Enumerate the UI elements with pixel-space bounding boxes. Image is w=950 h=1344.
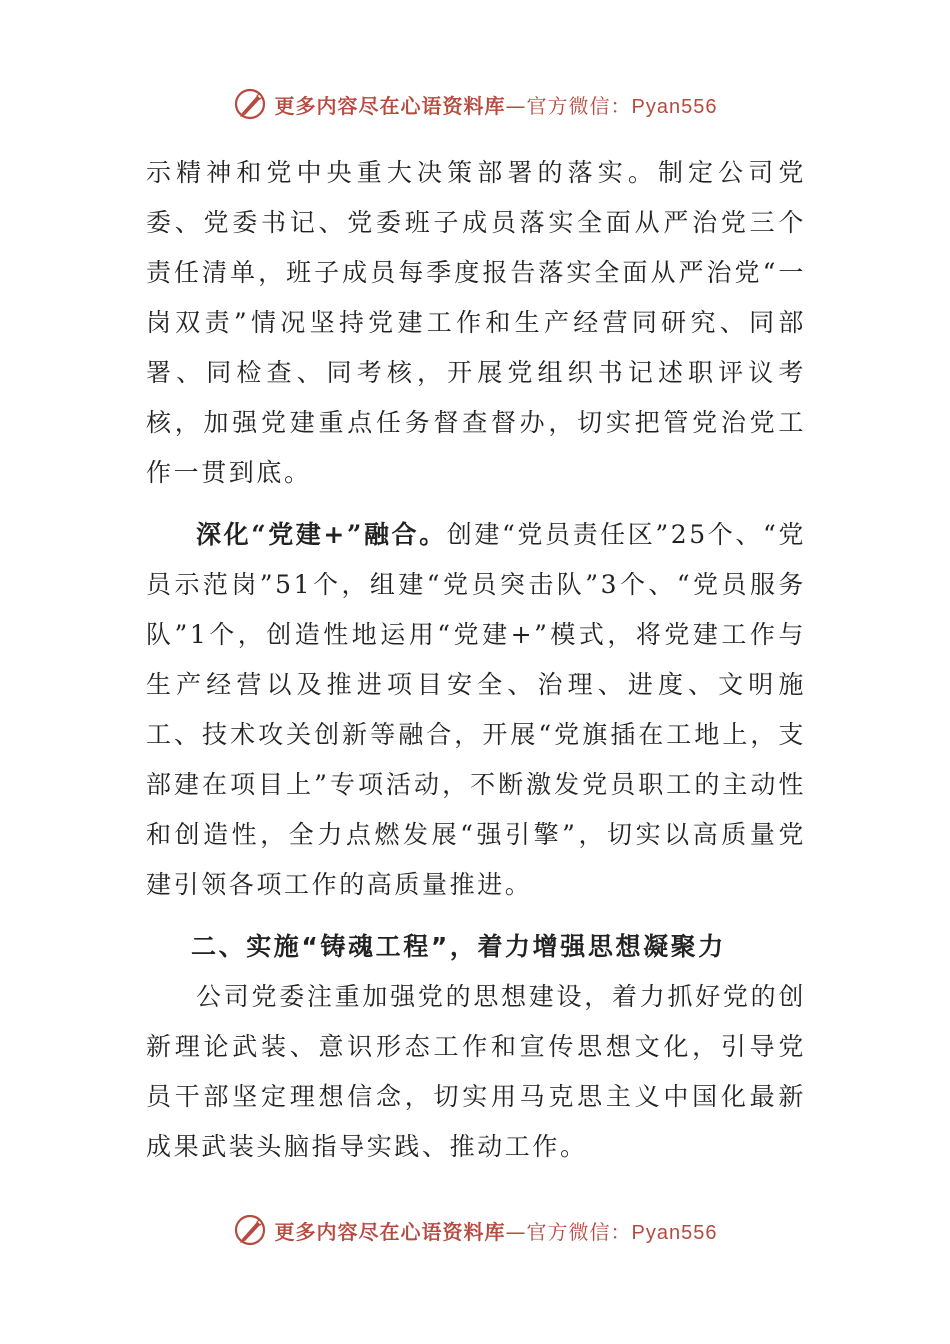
footer-wechat-id: Pyan556: [631, 1221, 718, 1244]
header-wechat-label: 官方微信：: [526, 93, 632, 118]
footer-dash: —: [505, 1219, 527, 1244]
header-dash: —: [505, 93, 527, 118]
pen-logo-icon: [233, 1213, 267, 1247]
paragraph-3: [146, 972, 806, 1172]
paragraph-1: [146, 148, 806, 498]
header-banner-text: [275, 90, 718, 119]
footer-wechat-label: 官方微信：: [526, 1219, 632, 1244]
paragraph-2-lead: 深化“党建+”融合。: [196, 520, 447, 549]
paragraph-2: [146, 510, 806, 910]
footer-banner-text: [275, 1216, 718, 1245]
paragraph-1-text: 示精神和党中央重大决策部署的落实。制定公司党委、党委书记、党委班子成员落实全面从严治党三个责任清单，班子成员每季度报告落实全面从严治党“一岗双责”情况坚持党建工作和生产经营同研究、同部署、同检查、同考核，开展党组织书记述职评议考核，加强党建重点任务督查督办，切实把管党治党工作一贯到底。: [146, 158, 806, 487]
footer-site-text: 更多内容尽在心语资料库: [274, 1219, 506, 1244]
section-heading: 二、实施“铸魂工程”，着力增强思想凝聚力: [191, 932, 726, 961]
paragraph-3-text: 公司党委注重加强党的思想建设，着力抓好党的创新理论武装、意识形态工作和宣传思想文化，引导党员干部坚定理想信念，切实用马克思主义中国化最新成果武装头脑指导实践、推动工作。: [146, 982, 806, 1161]
footer-banner: [0, 1210, 950, 1250]
paragraph-2-text: 创建“党员责任区”25个、“党员示范岗”51个，组建“党员突击队”3个、“党员服务队”1个，创造性地运用“党建+”模式，将党建工作与生产经营以及推进项目安全、治理、进度、文明施工、技术攻关创新等融合，开展“党旗插在工地上，支部建在项目上”专项活动，不断激发党员职工的主动性和创造性，全力点燃发展“强引擎”，切实以高质量党建引领各项工作的高质量推进。: [146, 520, 806, 899]
pen-logo-icon: [233, 87, 267, 121]
header-wechat-id: Pyan556: [631, 95, 718, 118]
document-body: [146, 148, 806, 1172]
header-site-text: 更多内容尽在心语资料库: [274, 93, 506, 118]
header-banner: [0, 84, 950, 124]
